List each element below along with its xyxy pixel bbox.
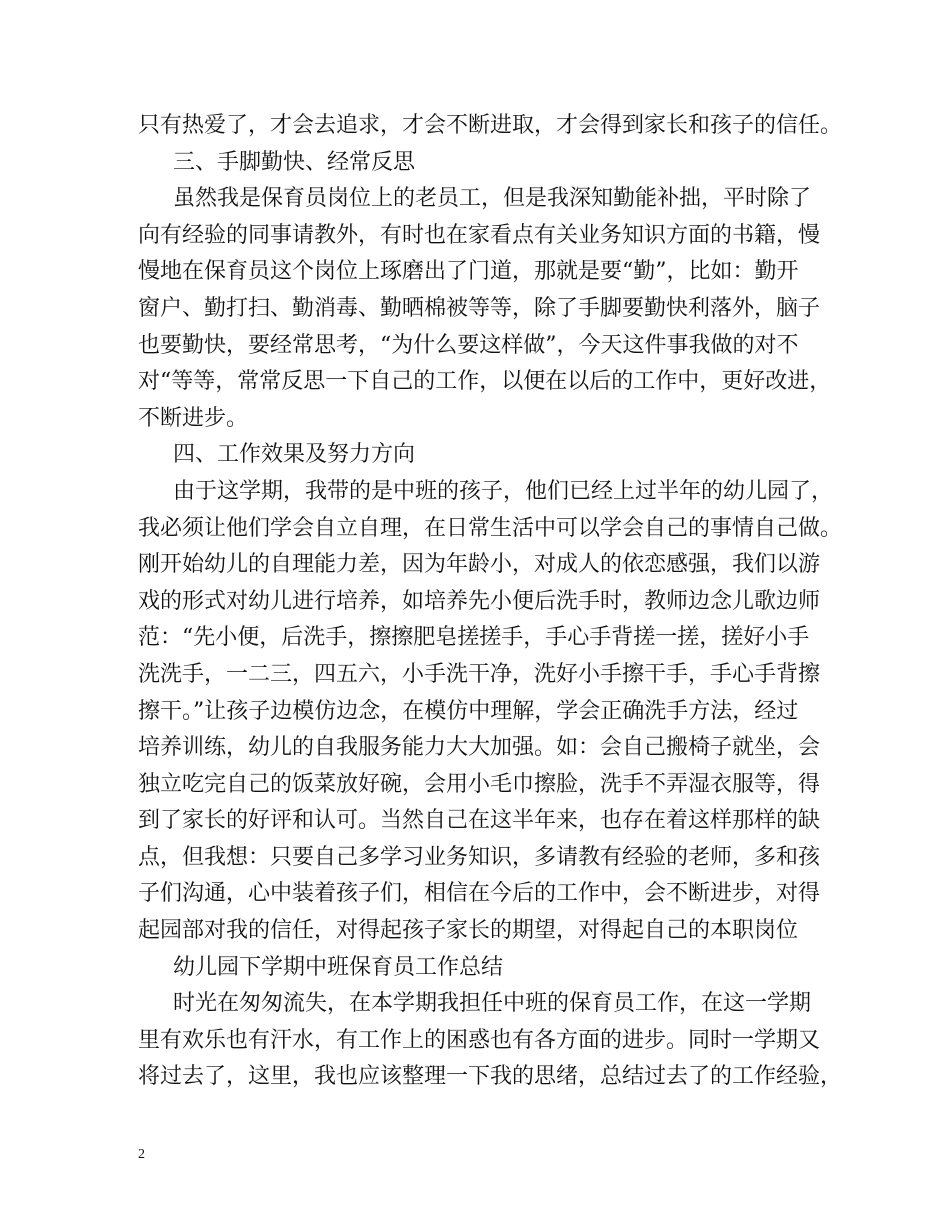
text-line: 慢地在保育员这个岗位上琢磨出了门道，那就是要“勤”，比如：勤开 — [138, 259, 799, 285]
text-line: 我必须让他们学会自立自理，在日常生活中可以学会自己的事情自己做。 — [138, 515, 843, 541]
text-line: 三、手脚勤快、经常反思 — [173, 149, 416, 175]
text-line: 点，但我想：只要自己多学习业务知识，多请教有经验的老师，多和孩 — [138, 844, 821, 870]
text-line: 刚开始幼儿的自理能力差，因为年龄小，对成人的依恋感强，我们以游 — [138, 552, 821, 578]
page-number: 2 — [138, 1147, 145, 1162]
text-line: 里有欢乐也有汗水，有工作上的困惑也有各方面的进步。同时一学期又 — [138, 1027, 821, 1053]
text-line: 时光在匆匆流失，在本学期我担任中班的保育员工作，在这一学期 — [173, 991, 812, 1017]
text-line: 范：“先小便，后洗手，擦擦肥皂搓搓手，手心手背搓一搓，搓好小手 — [138, 625, 810, 651]
text-line: 培养训练，幼儿的自我服务能力大大加强。如：会自己搬椅子就坐，会 — [138, 735, 821, 761]
text-line: 也要勤快，要经常思考，“为什么要这样做”，今天这件事我做的对不 — [138, 332, 799, 358]
text-line: 戏的形式对幼儿进行培养，如培养先小便后洗手时，教师边念儿歌边师 — [138, 588, 821, 614]
text-line: 独立吃完自己的饭菜放好碗，会用小毛巾擦脸，洗手不弄湿衣服等，得 — [138, 771, 821, 797]
text-line: 向有经验的同事请教外，有时也在家看点有关业务知识方面的书籍，慢 — [138, 222, 821, 248]
text-line: 到了家长的好评和认可。当然自己在这半年来，也存在着这样那样的缺 — [138, 808, 821, 834]
text-line: 对“等等，常常反思一下自己的工作，以便在以后的工作中，更好改进， — [138, 369, 832, 395]
text-line: 起园部对我的信任，对得起孩子家长的期望，对得起自己的本职岗位 — [138, 918, 799, 944]
text-line: 只有热爱了，才会去追求，才会不断进取，才会得到家长和孩子的信任。 — [138, 113, 843, 138]
text-line: 虽然我是保育员岗位上的老员工，但是我深知勤能补拙，平时除了 — [173, 186, 812, 212]
text-line: 将过去了，这里，我也应该整理一下我的思绪，总结过去了的工作经验， — [138, 1064, 843, 1090]
text-line: 子们沟通，心中装着孩子们，相信在今后的工作中，会不断进步，对得 — [138, 881, 821, 907]
document-body — [138, 108, 843, 1096]
text-line: 由于这学期，我带的是中班的孩子，他们已经上过半年的幼儿园了， — [173, 478, 834, 504]
text-line: 洗洗手，一二三，四五六，小手洗干净，洗好小手擦干手，手心手背擦 — [138, 661, 821, 687]
text-line: 四、工作效果及努力方向 — [173, 442, 416, 468]
text-line: 窗户、勤打扫、勤消毒、勤晒棉被等等，除了手脚要勤快利落外，脑子 — [138, 295, 821, 321]
text-line: 幼儿园下学期中班保育员工作总结 — [173, 954, 504, 980]
text-line: 不断进步。 — [138, 405, 249, 431]
text-line: 擦干。”让孩子边模仿边念，在模仿中理解，学会正确洗手方法，经过 — [138, 698, 799, 724]
